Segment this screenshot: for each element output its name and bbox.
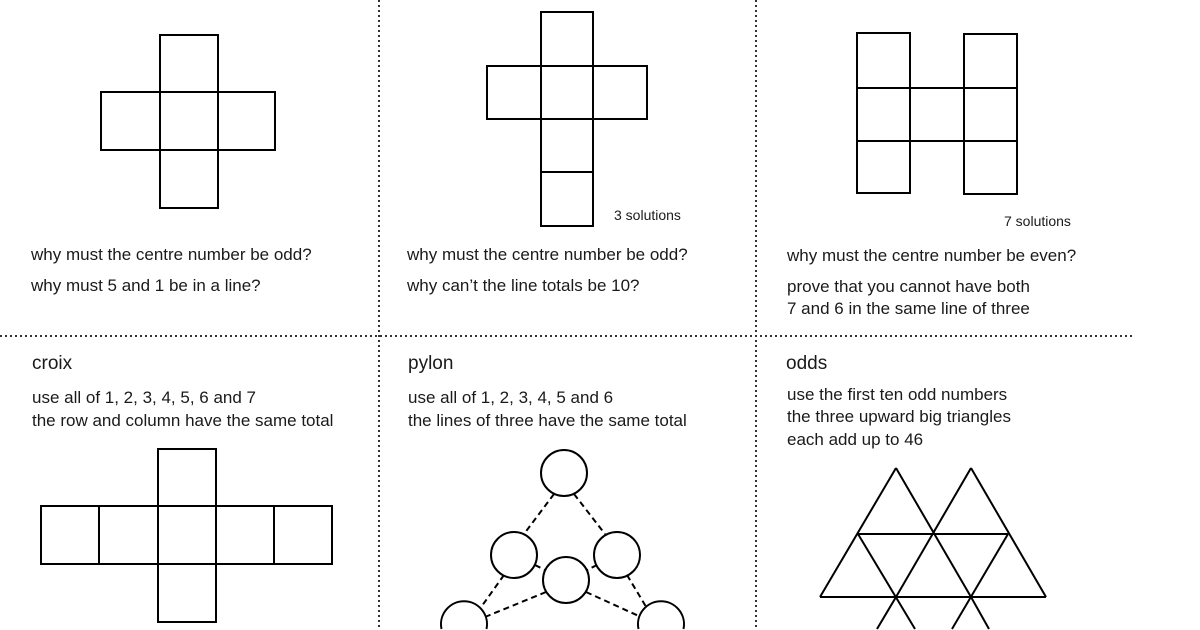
solutions-count: 3 solutions [614, 207, 681, 223]
instruction-text: use all of 1, 2, 3, 4, 5, 6 and 7 [32, 388, 256, 407]
instruction-text: the row and column have the same total [32, 411, 334, 430]
question-text: why must the centre number be even? [787, 246, 1077, 265]
question-text: prove that you cannot have both [787, 277, 1030, 296]
question-text: why must 5 and 1 be in a line? [31, 276, 261, 295]
plus-grid [101, 35, 275, 208]
pylon-node [441, 601, 487, 629]
solutions-count: 7 solutions [1004, 213, 1071, 229]
croix-grid [41, 449, 332, 622]
question-text: why must the centre number be odd? [31, 245, 312, 264]
instruction-text: use all of 1, 2, 3, 4, 5 and 6 [408, 388, 614, 407]
instruction-text: the three upward big triangles [787, 407, 1011, 426]
instruction-text: the lines of three have the same total [408, 411, 687, 430]
pylon-node [594, 532, 640, 578]
question-text: 7 and 6 in the same line of three [787, 299, 1030, 318]
h-grid [857, 33, 1017, 194]
instruction-text: each add up to 46 [787, 430, 924, 449]
puzzle-title: odds [786, 353, 828, 374]
question-text: why can’t the line totals be 10? [407, 276, 640, 295]
puzzle-title: pylon [408, 353, 454, 374]
odds-triangles [820, 468, 1046, 629]
pylon-diagram [441, 450, 684, 629]
instruction-text: use the first ten odd numbers [787, 385, 1008, 404]
cross-grid [487, 12, 647, 226]
pylon-node [541, 450, 587, 496]
pylon-node [543, 557, 589, 603]
question-text: why must the centre number be odd? [407, 245, 688, 264]
puzzle-title: croix [32, 353, 73, 374]
pylon-node [491, 532, 537, 578]
